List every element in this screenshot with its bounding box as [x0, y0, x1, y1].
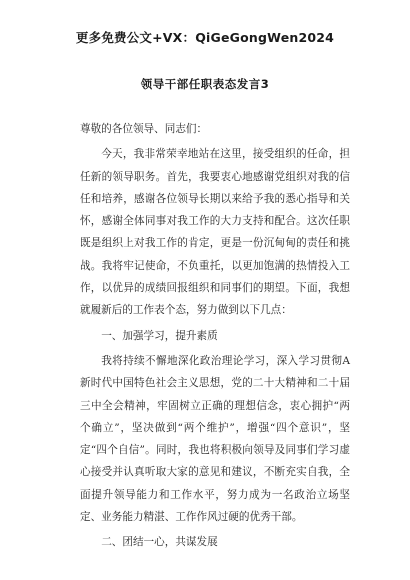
document-body	[80, 118, 350, 557]
section-heading-2: 二、团结一心，共谋发展	[101, 536, 218, 549]
paragraph-study: 我将持续不懈地深化政治理论学习，深入学习贯彻A新时代中国特色社会主义思想，党的二十大精神和二十届三中全会精神，牢固树立正确的理想信念，衷心拥护“两个确立”，坚决做到“两个维护”，增强“四个意识”，坚定“四个自信”。同时，我也将积极向领导及同事们学习虚心接受并认真听取大家的意见和建议，不断充实自我，全面提升领导能力和工作水平，努力成为一名政治立场坚定、业务能力精湛、工作作风过硬的优秀干部。	[80, 354, 350, 524]
salutation: 尊敬的各位领导、同志们：	[80, 123, 208, 135]
section-heading-1: 一、加强学习，提升素质	[101, 329, 218, 342]
paragraph-intro: 今天，我非常荣幸地站在这里，接受组织的任命，担任新的领导职务。首先，我要衷心地感谢党组织对我的信任和培养，感谢各位领导长期以来给予我的悉心指导和关怀，感谢全体同事对我工作的大力支持和配合。这次任职既是组织上对我工作的肯定，更是一份沉甸甸的责任和挑战。我将牢记使命，不负重托，以更加饱满的热情投入工作，以优异的成绩回报组织和同事们的期望。下面，我想就履新后的工作表个态，努力做到以下几点：	[80, 148, 350, 317]
promo-header: 更多免费公文+VX：QiGeGongWen2024	[75, 30, 335, 45]
document-title: 领导干部任职表态发言3	[140, 77, 270, 91]
